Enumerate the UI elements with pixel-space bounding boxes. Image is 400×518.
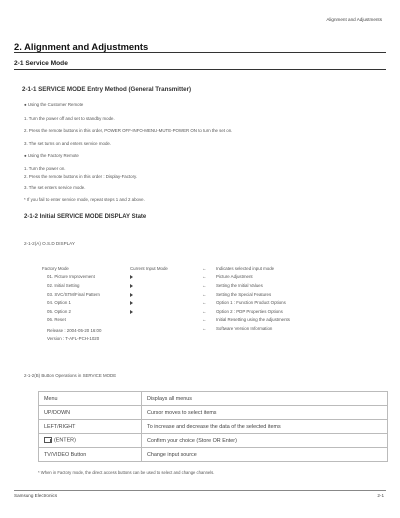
menu-item: 05. Option 2 bbox=[47, 309, 71, 314]
button-desc: Displays all menus bbox=[142, 392, 388, 406]
button-desc: Cursor moves to select items bbox=[142, 406, 388, 420]
osd-description: Setting the Initial Values bbox=[216, 283, 263, 288]
table-row bbox=[39, 392, 388, 406]
factory-mode-header: Factory Mode bbox=[42, 266, 69, 271]
button-key: Menu bbox=[39, 392, 142, 406]
arrow-left-icon: ← bbox=[202, 300, 207, 305]
table-row bbox=[39, 448, 388, 462]
footer-rule bbox=[14, 490, 386, 491]
osd-description: Software Version Information bbox=[216, 326, 273, 331]
entry-line: 3. The set turns on and enters service mode. bbox=[24, 141, 112, 146]
button-desc: To increase and decrease the data of the selected items bbox=[142, 420, 388, 434]
arrow-left-icon: ← bbox=[202, 274, 207, 279]
arrow-right-icon bbox=[130, 301, 133, 305]
entry-line: 1. Turn the power on. bbox=[24, 166, 66, 171]
arrow-right-icon bbox=[130, 293, 133, 297]
entry-line: 3. The set enters service mode. bbox=[24, 185, 86, 190]
arrow-left-icon: ← bbox=[202, 266, 207, 271]
arrow-right-icon bbox=[130, 284, 133, 288]
arrow-left-icon: ← bbox=[202, 326, 207, 331]
osd-description: Option 2 : PDP Properties Options bbox=[216, 309, 283, 314]
button-key: TV/VIDEO Button bbox=[39, 448, 142, 462]
chapter-rule bbox=[14, 52, 386, 53]
enter-key-icon bbox=[44, 437, 52, 443]
table-row bbox=[39, 434, 388, 448]
section-rule bbox=[14, 69, 386, 70]
button-desc: Confirm your choice (Store OR Enter) bbox=[142, 434, 388, 448]
current-input-header: Current Input Mode bbox=[130, 266, 168, 271]
button-key: LEFT/RIGHT bbox=[39, 420, 142, 434]
menu-item: 03. SVC/STM/Final Pattern bbox=[47, 292, 100, 297]
entry-line: ● Using the Factory Remote bbox=[24, 153, 79, 158]
table-row bbox=[39, 420, 388, 434]
entry-line: 1. Turn the power off and set to standby mode. bbox=[24, 116, 115, 121]
version-info: Version : T-AFL-PCH-1020 bbox=[47, 336, 100, 341]
menu-item: 06. Reset bbox=[47, 317, 66, 322]
osd-description: Picture Adjustment bbox=[216, 274, 253, 279]
button-key: UP/DOWN bbox=[39, 406, 142, 420]
entry-line: 2. Press the remote buttons in this order, POWER OFF-INFO-MENU-MUTE-POWER ON to turn the set on. bbox=[24, 128, 233, 133]
button-desc: Change input source bbox=[142, 448, 388, 462]
menu-item: 02. Initial Setting bbox=[47, 283, 80, 288]
release-info: Release : 2004-05-20 16:00 bbox=[47, 328, 102, 333]
osd-display-title: 2-1-2(A) O.S.D DISPLAY bbox=[24, 241, 75, 246]
osd-subsection-title: 2-1-2 Initial SERVICE MODE DISPLAY State bbox=[24, 214, 147, 220]
osd-description: Option 1 : Function Product Options bbox=[216, 300, 286, 305]
arrow-left-icon: ← bbox=[202, 292, 207, 297]
arrow-left-icon: ← bbox=[202, 283, 207, 288]
entry-line: * If you fail to enter service mode, repeat steps 1 and 2 above. bbox=[24, 197, 145, 202]
osd-description: Initial Resetting using the adjustments bbox=[216, 317, 290, 322]
section-title: 2-1 Service Mode bbox=[14, 60, 68, 67]
menu-item: 01. Picture Improvement bbox=[47, 274, 95, 279]
enter-key-cell bbox=[39, 434, 142, 448]
footer-company: Samsung Electronics bbox=[14, 493, 58, 498]
button-operations-table bbox=[38, 391, 388, 462]
menu-item: 04. Option 1 bbox=[47, 300, 71, 305]
entry-line: 2. Press the remote buttons in this order : Display-Factory. bbox=[24, 174, 138, 179]
page-number: 2-1 bbox=[377, 493, 384, 498]
arrow-right-icon bbox=[130, 310, 133, 314]
running-header: Alignment and Adjustments bbox=[326, 17, 382, 22]
osd-description: Setting the Special Features bbox=[216, 292, 272, 297]
entry-method-title: 2-1-1 SERVICE MODE Entry Method (General Transmitter) bbox=[22, 86, 192, 93]
button-key: (ENTER) bbox=[54, 437, 76, 444]
arrow-left-icon: ← bbox=[202, 309, 207, 314]
entry-line: ● Using the Customer Remote bbox=[24, 102, 84, 107]
arrow-right-icon bbox=[130, 275, 133, 279]
arrow-left-icon: ← bbox=[202, 317, 207, 322]
osd-description: Indicates selected input mode bbox=[216, 266, 275, 271]
chapter-title: 2. Alignment and Adjustments bbox=[14, 41, 149, 52]
factory-mode-note: * When in Factory mode, the direct access buttons can be used to select and change channels. bbox=[38, 470, 215, 475]
button-ops-title: 2-1-2(B) Button Operations in SERVICE MODE bbox=[24, 373, 117, 378]
table-row bbox=[39, 406, 388, 420]
